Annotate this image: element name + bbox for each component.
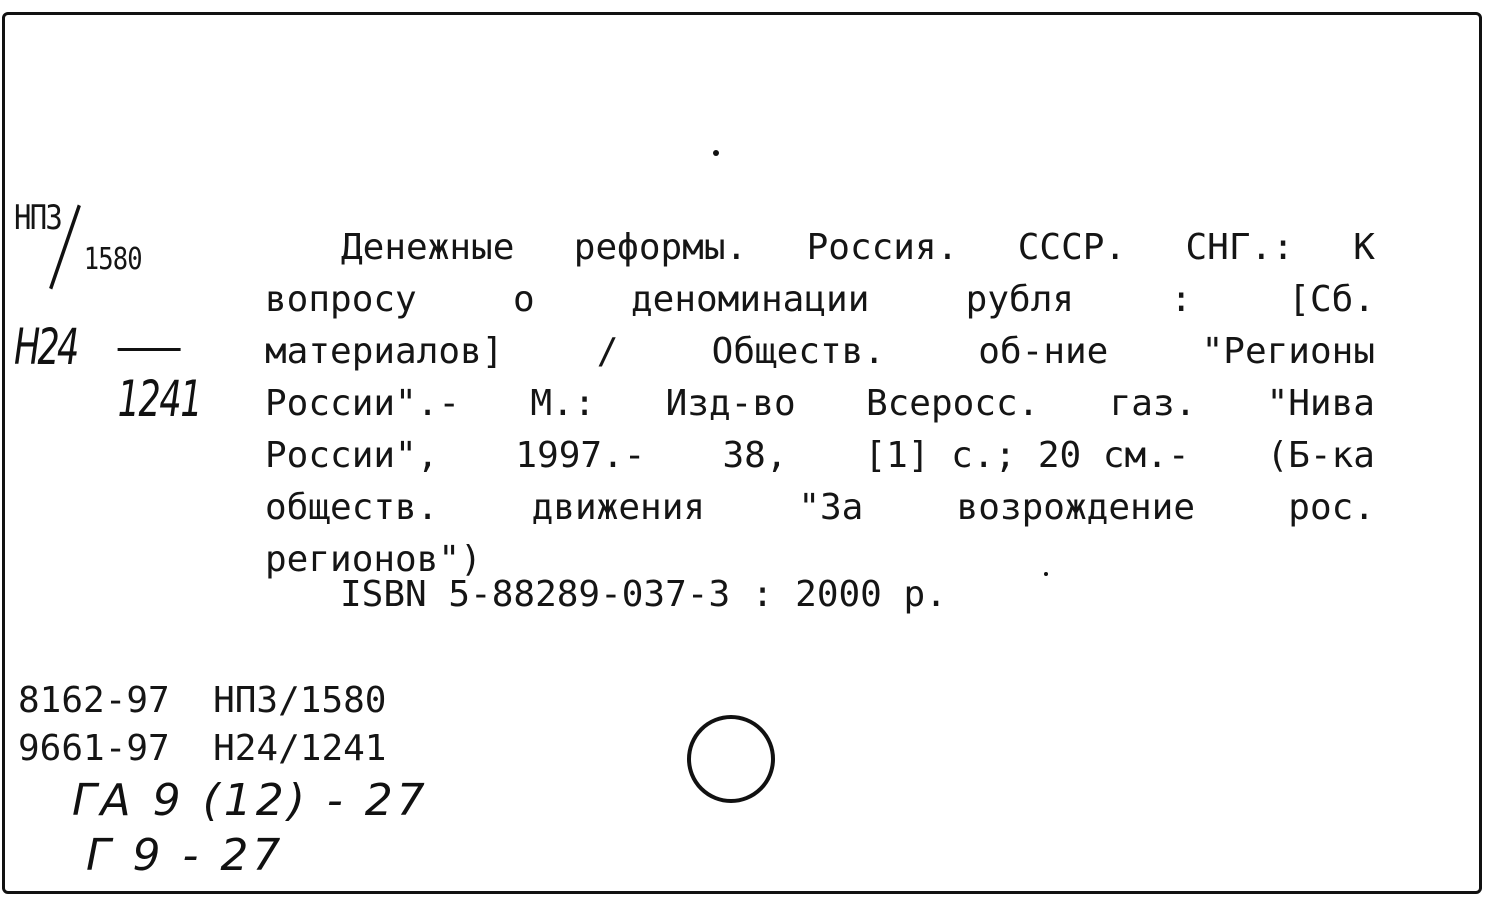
entry-word: Изд-во	[665, 383, 796, 424]
shelfmark-primary-prefix: НПЗ	[14, 198, 62, 238]
entry-word: движения	[531, 487, 706, 528]
entry-word: рос.	[1288, 487, 1375, 528]
shelfmark-secondary-number: 1241	[117, 370, 202, 428]
entry-word: деноминации	[630, 279, 870, 320]
entry-word: :	[1170, 279, 1193, 320]
entry-word: 38,	[722, 435, 788, 476]
entry-line	[265, 326, 1375, 378]
entry-line	[265, 378, 1375, 430]
entry-word: Денежные	[341, 227, 515, 268]
registry-row	[18, 680, 386, 721]
entry-word: "Нива	[1266, 383, 1375, 424]
entry-word: СССР.	[1017, 227, 1127, 268]
entry-word: об-ние	[978, 331, 1109, 372]
entry-line	[265, 430, 1375, 482]
entry-word: К	[1353, 227, 1375, 268]
bibliographic-entry	[265, 222, 1375, 586]
shelfmark-primary	[14, 198, 142, 277]
entry-line	[265, 482, 1375, 534]
entry-line	[265, 274, 1375, 326]
registry-number: 8162-97	[18, 680, 170, 721]
entry-line	[265, 222, 1375, 274]
entry-word: России",	[265, 435, 439, 476]
ink-speck	[713, 150, 719, 156]
entry-word: регионов")	[265, 539, 482, 580]
entry-word: СНГ.:	[1185, 227, 1294, 268]
shelfmark-fraction-bar	[118, 348, 181, 351]
punch-hole-circle	[687, 715, 775, 803]
entry-word: Россия.	[806, 227, 959, 268]
entry-word: обществ.	[265, 487, 439, 528]
isbn-line: ISBN 5-88289-037-3 : 2000 р.	[340, 574, 947, 615]
registry-number: 9661-97	[18, 728, 170, 769]
entry-word: Обществ.	[711, 331, 886, 372]
entry-word: /	[596, 331, 619, 372]
handwritten-note: Г 9 - 27	[86, 830, 285, 881]
entry-word: вопросу	[265, 279, 417, 320]
entry-word: М.:	[530, 383, 596, 424]
entry-word: рубля	[965, 279, 1075, 320]
entry-word: "За	[798, 487, 864, 528]
ink-speck	[1044, 572, 1048, 576]
entry-word: газ.	[1109, 383, 1197, 424]
entry-word: [1] с.; 20 см.-	[864, 435, 1190, 476]
registry-code: Н24/1241	[213, 728, 387, 769]
entry-word: 1997.-	[515, 435, 646, 476]
entry-word: материалов]	[265, 331, 504, 372]
entry-word: России".-	[265, 383, 461, 424]
entry-word: о	[513, 279, 535, 320]
handwritten-note: ГА 9 (12) - 27	[72, 775, 429, 826]
entry-word: "Регионы	[1201, 331, 1375, 372]
entry-word: (Б-ка	[1266, 435, 1375, 476]
registry-row	[18, 728, 386, 769]
entry-word: возрождение	[956, 487, 1196, 528]
shelfmark-secondary	[14, 318, 202, 428]
shelfmark-primary-number: 1580	[83, 242, 142, 277]
registry-code: НПЗ/1580	[213, 680, 387, 721]
entry-word: Всеросс.	[865, 383, 1040, 424]
shelfmark-secondary-prefix: Н24	[14, 318, 77, 376]
entry-word: [Сб.	[1288, 279, 1375, 320]
entry-word: реформы.	[573, 227, 748, 268]
